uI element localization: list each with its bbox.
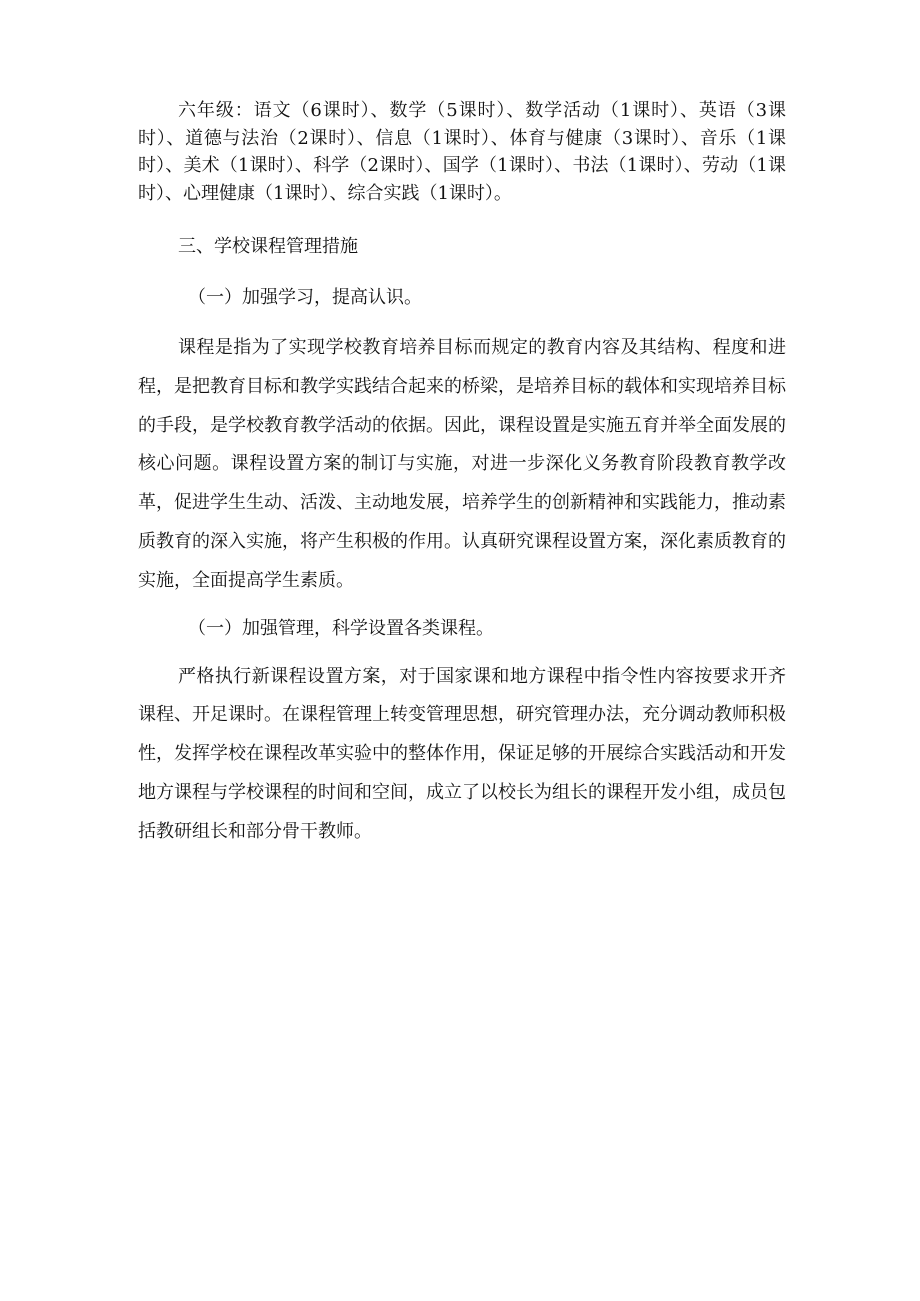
grade6-schedule-paragraph: 六年级：语文（6课时）、数学（5课时）、数学活动（1课时）、英语（3课时）、道德与法治（2课时）、信息（1课时）、体育与健康（3课时）、音乐（1课时）、美术（1课时）、科学（2课时）、国学（1课时）、书法（1课时）、劳动（1课时）、心理健康（1课时）、综合实践（1课时）。	[138, 100, 786, 204]
subsection-2-heading: （一）加强管理，科学设置各类课程。	[188, 617, 494, 639]
subsection-1-heading: （一）加强学习，提高认识。	[188, 287, 422, 308]
section-3-heading: 三、学校课程管理措施	[178, 236, 358, 257]
subsection-1-body: 课程是指为了实现学校教育培养目标而规定的教育内容及其结构、程度和进程，是把教育目标和教学实践结合起来的桥梁，是培养目标的载体和实现培养目标的手段，是学校教育教学活动的依据。因此，课程设置是实施五育并举全面发展的核心问题。课程设置方案的制订与实施，对进一步深化义务教育阶段教育教学改革，促进学生生动、活泼、主动地发展，培养学生的创新精神和实践能力，推动素质教育的深入实施，将产生积极的作用。认真研究课程设置方案，深化素质教育的实施，全面提高学生素质。	[138, 337, 786, 591]
subsection-2-body: 严格执行新课程设置方案，对于国家课和地方课程中指令性内容按要求开齐课程、开足课时。在课程管理上转变管理思想，研究管理办法，充分调动教师积极性，发挥学校在课程改革实验中的整体作用，保证足够的开展综合实践活动和开发地方课程与学校课程的时间和空间，成立了以校长为组长的课程开发小组，成员包括教研组长和部分骨干教师。	[138, 665, 786, 842]
document-page	[138, 97, 786, 852]
